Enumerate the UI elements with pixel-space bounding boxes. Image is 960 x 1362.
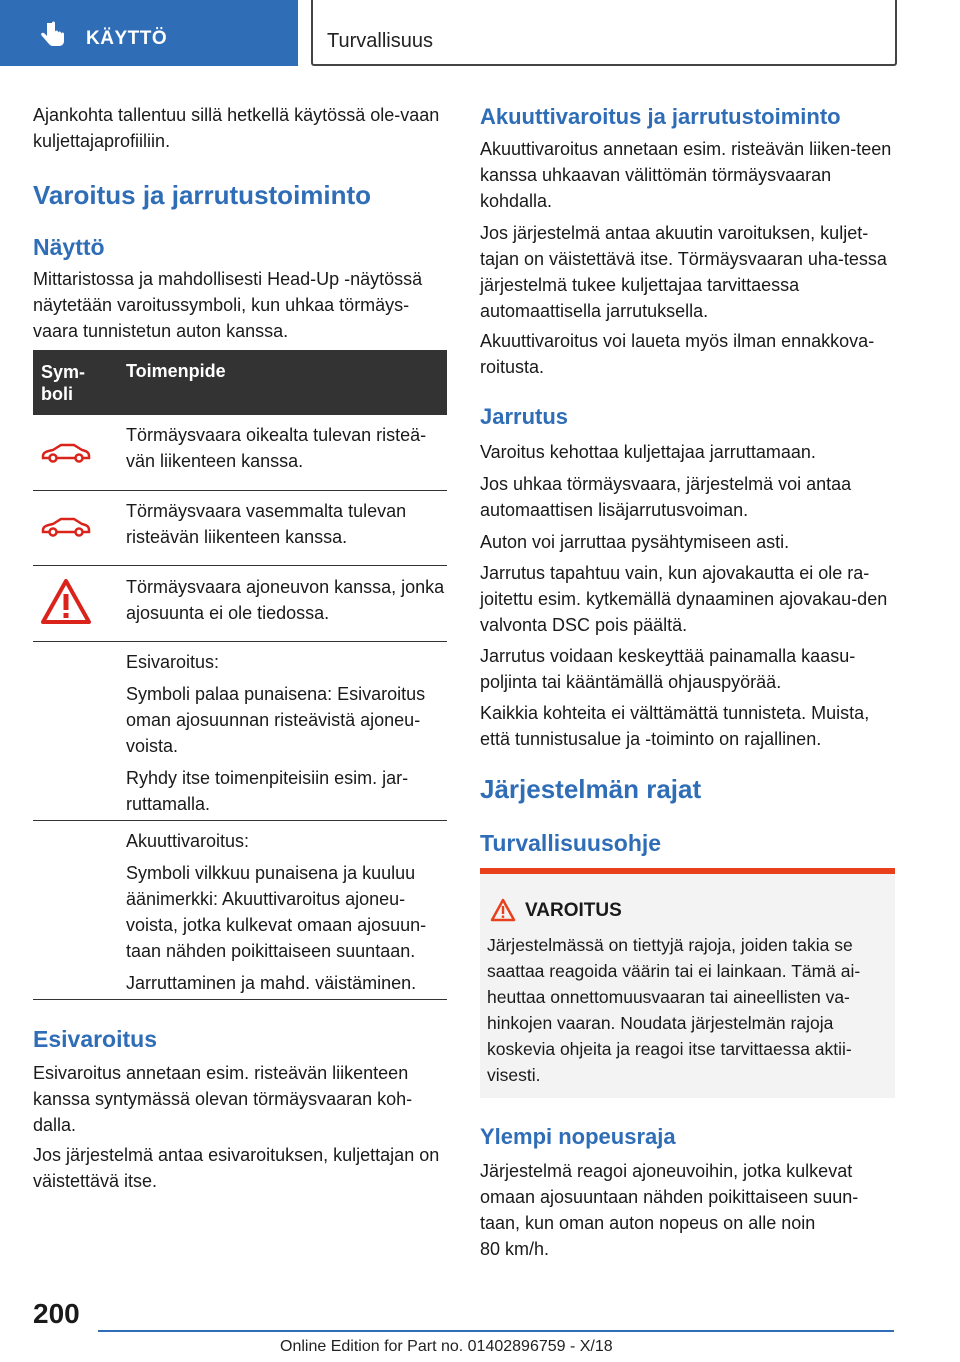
warning-text: Järjestelmässä on tiettyjä rajoja, joiden takia se saattaa reagoida väärin tai ei lainkaan. Tämä ai-heuttaa onnettomuusvaaran tai aineellisten va-hinkojen vaaran. Noudata järjestelmän rajoja koskevia ohjeita ja reagoi itse tarvittaessa aktii-visesti. <box>487 935 861 1085</box>
warning-triangle-icon <box>490 898 516 922</box>
row-divider <box>33 641 447 642</box>
table-row-3-text: Törmäysvaara ajoneuvon kanssa, jonka ajosuunta ei ole tiedossa. <box>126 577 445 623</box>
table-row-5 <box>126 828 448 996</box>
esivaroitus-para-1: Esivaroitus annetaan esim. risteävän liikenteen kanssa syntymässä olevan törmäysvaaran koh-dalla. <box>33 1063 413 1135</box>
jarrutus-para-5: Jarrutus voidaan keskeyttää painamalla kaasu-poljinta tai kääntämällä ohjauspyörää. <box>480 646 856 692</box>
footer-edition: Online Edition for Part no. 01402896759 - X/18 <box>280 1338 613 1355</box>
table-row-1-text: Törmäysvaara oikealta tulevan risteä-vän liikenteen kanssa. <box>126 425 427 471</box>
row-divider <box>33 565 447 566</box>
table-row-4 <box>126 649 448 817</box>
jarrutus-para-2: Jos uhkaa törmäysvaara, järjestelmä voi antaa automaattisen lisäjarrutusvoiman. <box>480 474 852 520</box>
jarrutus-para-4: Jarrutus tapahtuu vain, kun ajovakautta ei ole ra-joitettu esim. kytkemällä dynaaminen ajovakau-den valvonta DSC pois päältä. <box>480 563 888 635</box>
heading-jarrutus: Jarrutus <box>480 404 569 429</box>
car-right-icon <box>40 440 92 464</box>
jarrutus-para-6: Kaikkia kohteita ei välttämättä tunnisteta. Muista, että tunnistusalue ja -toiminto on rajallinen. <box>480 703 870 749</box>
row-5-para-3: Jarruttaminen ja mahd. väistäminen. <box>126 973 417 993</box>
nopeusraja-para: Järjestelmä reagoi ajoneuvoihin, jotka kulkevat omaan ajosuuntaan nähden poikittaiseen suun-taan, kun oman auton nopeus on alle noin <box>480 1161 859 1233</box>
akuutti-para-3: Akuuttivaroitus voi laueta myös ilman ennakkova-roitusta. <box>480 331 875 377</box>
naytto-text: Mittaristossa ja mahdollisesti Head-Up -näytössä näytetään varoitussymboli, kun uhkaa törmäys-vaara tunnistetun auton kanssa. <box>33 269 423 341</box>
heading-rajat: Järjestelmän rajat <box>480 774 702 804</box>
row-5-para-1: Akuuttivaroitus: <box>126 831 250 851</box>
section-header <box>311 0 897 66</box>
akuutti-para-1: Akuuttivaroitus annetaan esim. risteävän liiken-teen kanssa uhkaavan välittömän törmäysvaaran kohdalla. <box>480 139 892 211</box>
car-left-icon <box>40 514 92 538</box>
page-number: 200 <box>33 1298 80 1329</box>
warning-box <box>480 868 895 1098</box>
intro-text: Ajankohta tallentuu sillä hetkellä käytössä ole-vaan kuljettajaprofiiliin. <box>33 105 440 151</box>
esivaroitus-para-2: Jos järjestelmä antaa esivaroituksen, kuljettajan on väistettävä itse. <box>33 1145 440 1191</box>
row-divider <box>33 490 447 491</box>
warning-triangle-icon <box>40 578 92 626</box>
hand-pointer-icon <box>38 21 66 49</box>
symbol-table-header <box>33 350 447 415</box>
section-label: Turvallisuus <box>327 30 433 52</box>
row-divider <box>33 820 447 821</box>
heading-turvallisuusohje: Turvallisuusohje <box>480 830 662 856</box>
chapter-label: KÄYTTÖ <box>86 28 168 49</box>
jarrutus-para-3: Auton voi jarruttaa pysähtymiseen asti. <box>480 532 790 552</box>
row-4-para-3: Ryhdy itse toimenpiteisiin esim. jar-ruttamalla. <box>126 768 409 814</box>
row-5-para-2: Symboli vilkkuu punaisena ja kuuluu äänimerkki: Akuuttivaroitus ajoneu-voista, jotka kulkevat omaan ajosuun-taan nähden poikittaiseen suuntaan. <box>126 863 427 961</box>
table-row-2-text: Törmäysvaara vasemmalta tulevan risteävän liikenteen kanssa. <box>126 501 407 547</box>
col-symbol: Sym-boli <box>41 362 86 404</box>
heading-varoitus: Varoitus ja jarrutustoiminto <box>33 180 372 210</box>
nopeusraja-speed: 80 km/h. <box>480 1239 550 1259</box>
heading-akuutti: Akuuttivaroitus ja jarrutustoiminto <box>480 104 841 129</box>
akuutti-para-2: Jos järjestelmä antaa akuutin varoituksen, kuljet-tajan on väistettävä itse. Törmäysvaaran uha-tessa järjestelmä tukee kuljettajaa tarvittaessa automaattisella jarrutuksella. <box>480 223 887 321</box>
row-4-para-1: Esivaroitus: <box>126 652 220 672</box>
jarrutus-para-1: Varoitus kehottaa kuljettajaa jarruttamaan. <box>480 442 816 462</box>
row-4-para-2: Symboli palaa punaisena: Esivaroitus oman ajosuunnan risteävistä ajoneu-voista. <box>126 684 426 756</box>
warning-title: VAROITUS <box>525 900 622 921</box>
heading-naytto: Näyttö <box>33 234 105 260</box>
chapter-tab[interactable] <box>0 0 298 66</box>
col-action: Toimenpide <box>126 361 226 381</box>
footer-divider <box>98 1330 894 1332</box>
heading-nopeusraja: Ylempi nopeusraja <box>480 1124 676 1149</box>
heading-esivaroitus: Esivaroitus <box>33 1026 157 1052</box>
row-divider <box>33 999 447 1000</box>
